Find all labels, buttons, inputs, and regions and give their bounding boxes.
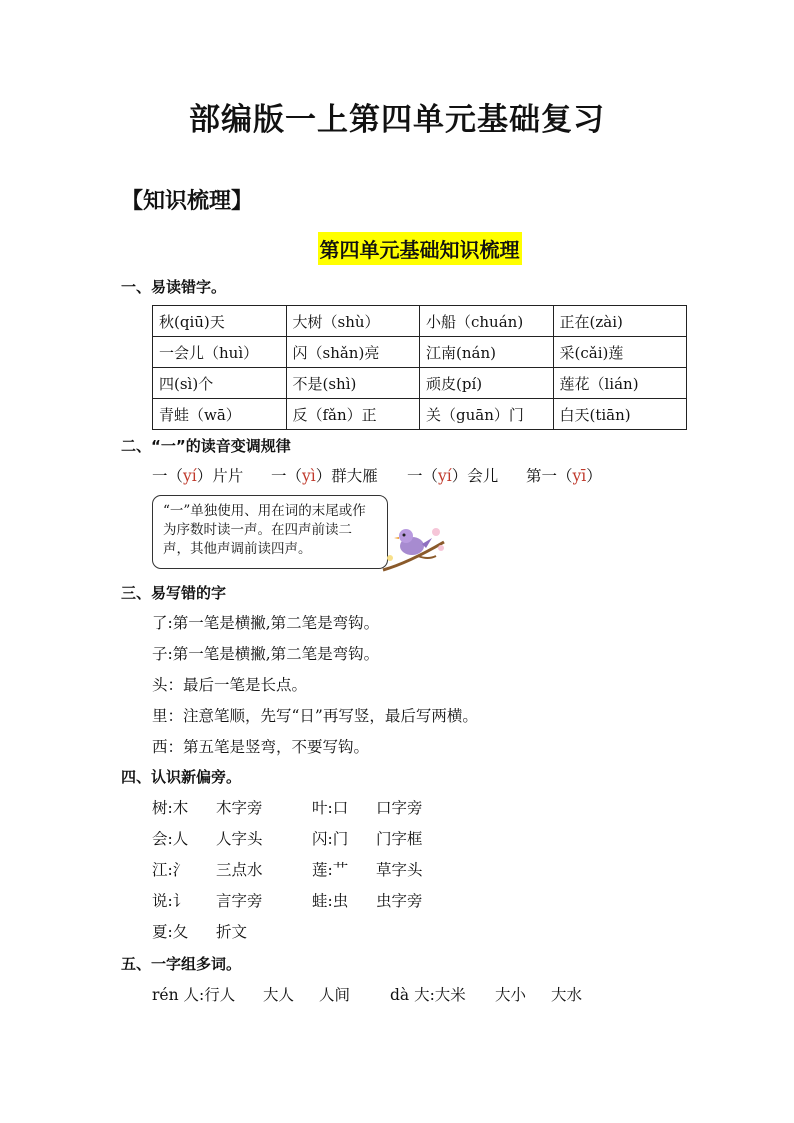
radical-item: 闪:门 (312, 830, 349, 848)
word-group-item: 人间 (319, 986, 351, 1004)
table-cell: 秋(qiū)天 (153, 306, 287, 337)
radical-item: 树:木 (152, 799, 189, 817)
subtitle-wrap (0, 232, 794, 265)
yi-example: 一（yí）会儿 (407, 467, 499, 485)
radical-item: 草字头 (376, 861, 423, 879)
radical-item: 三点水 (216, 861, 263, 879)
yi-example: 一（yì）群大雁 (271, 467, 378, 485)
easy-misread-table (152, 305, 687, 430)
word-group-item: rén 人:行人 (152, 986, 236, 1004)
table-cell: 关（guān）门 (420, 399, 554, 430)
radical-item: 折文 (216, 923, 248, 941)
table-cell: 一会儿（huì） (153, 337, 287, 368)
writing-tip: 头：最后一笔是长点。 (152, 676, 308, 694)
word-group-item: dà 大:大米 (390, 986, 466, 1004)
bird-branch-icon (378, 508, 448, 578)
table-row (153, 306, 687, 337)
table-cell: 小船（chuán) (420, 306, 554, 337)
subtitle-highlight: 第四单元基础知识梳理 (318, 232, 522, 265)
radical-item: 说:讠 (152, 892, 189, 910)
table-cell: 莲花（lián) (553, 368, 687, 399)
table-cell: 青蛙（wā） (153, 399, 287, 430)
table-cell: 采(cǎi)莲 (553, 337, 687, 368)
yi-example: 第一（yī） (526, 467, 602, 485)
tone-rule-note: “一”单独使用、用在词的末尾或作为序数时读一声。在四声前读二声，其他声调前读四声。 (152, 495, 388, 569)
yi-example: 一（yí）片片 (152, 467, 244, 485)
radical-item: 人字头 (216, 830, 263, 848)
radical-item: 莲:艹 (312, 861, 349, 879)
radical-item: 虫字旁 (376, 892, 423, 910)
section-1-heading: 一、易读错字。 (121, 278, 227, 296)
radical-item: 木字旁 (216, 799, 263, 817)
table-cell: 大树（shù） (286, 306, 420, 337)
radical-item: 口字旁 (376, 799, 423, 817)
radical-item: 叶:口 (312, 799, 349, 817)
radical-item: 江:氵 (152, 861, 189, 879)
writing-tip: 子:第一笔是横撇,第二笔是弯钩。 (152, 645, 380, 663)
word-group-item: 大小 (495, 986, 527, 1004)
radical-item: 会:人 (152, 830, 189, 848)
table-cell: 闪（shǎn)亮 (286, 337, 420, 368)
table-row (153, 337, 687, 368)
table-cell: 江南(nán) (420, 337, 554, 368)
table-cell: 反（fǎn）正 (286, 399, 420, 430)
word-group-item: 大人 (263, 986, 295, 1004)
section-5-heading: 五、一字组多词。 (121, 955, 242, 973)
section-2-heading: 二、“一”的读音变调规律 (121, 437, 291, 455)
word-group-item: 大水 (551, 986, 583, 1004)
writing-tip: 西：第五笔是竖弯，不要写钩。 (152, 738, 370, 756)
page-title: 部编版一上第四单元基础复习 (189, 102, 605, 138)
radical-item: 言字旁 (216, 892, 263, 910)
table-row (153, 368, 687, 399)
table-cell: 顽皮(pí) (420, 368, 554, 399)
radical-item: 夏:夂 (152, 923, 189, 941)
writing-tip: 了:第一笔是横撇,第二笔是弯钩。 (152, 614, 380, 632)
writing-tip: 里：注意笔顺，先写“日”再写竖，最后写两横。 (152, 707, 478, 725)
section-3-heading: 三、易写错的字 (121, 584, 227, 602)
section-tag: 【知识梳理】 (121, 189, 254, 214)
table-cell: 四(sì)个 (153, 368, 287, 399)
radical-item: 门字框 (376, 830, 423, 848)
section-4-heading: 四、认识新偏旁。 (121, 768, 242, 786)
table-cell: 白天(tiān) (553, 399, 687, 430)
radical-item: 蛙:虫 (312, 892, 349, 910)
table-cell: 不是(shì) (286, 368, 420, 399)
table-row (153, 399, 687, 430)
table-cell: 正在(zài) (553, 306, 687, 337)
